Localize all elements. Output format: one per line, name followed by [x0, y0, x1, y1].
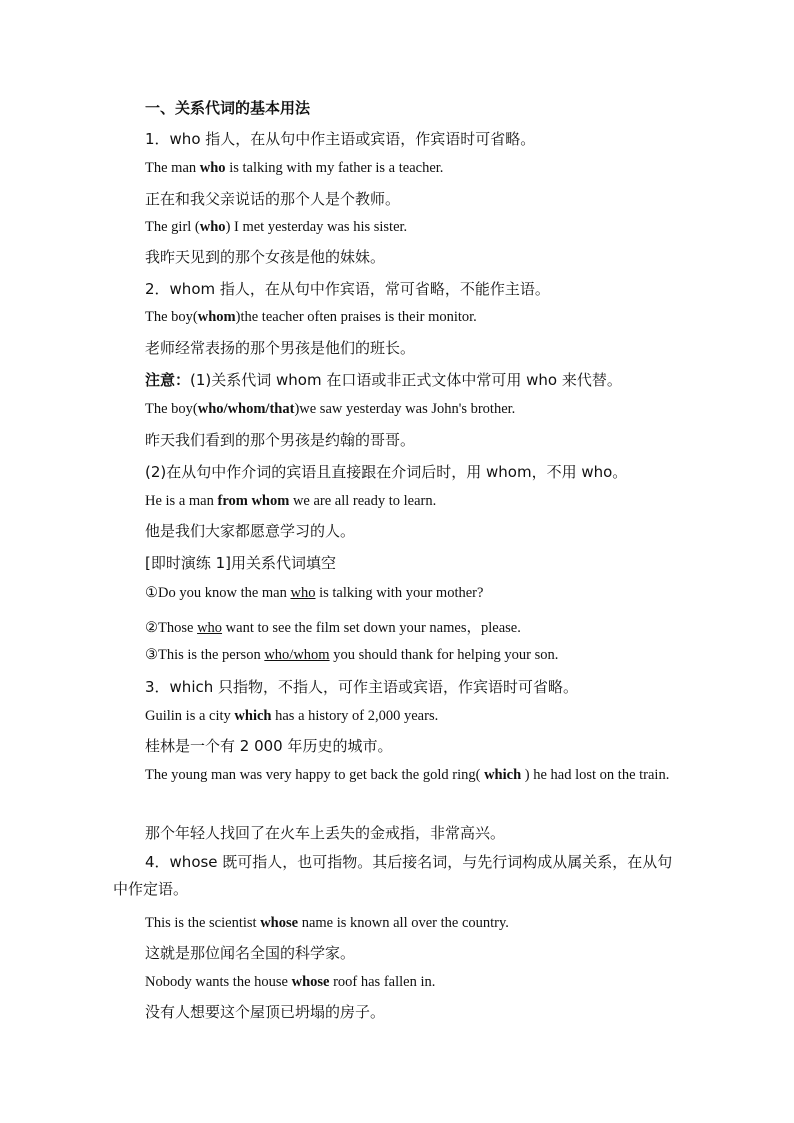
- exercise-text: ③This is the person: [145, 647, 265, 663]
- keyword: from whom: [217, 493, 290, 509]
- example-2: [145, 219, 407, 236]
- note-label: 注意：: [145, 371, 191, 389]
- keyword: who: [199, 160, 226, 176]
- keyword: whom: [197, 309, 236, 325]
- rule-3: 3．which 只指物，不指人，可作主语或宾语，作宾语时可省略。: [145, 678, 579, 696]
- rule-2: 2．whom 指人，在从句中作宾语，常可省略，不能作主语。: [145, 280, 550, 298]
- example-9: [145, 974, 435, 991]
- exercise-text: you should thank for helping your son.: [329, 647, 559, 663]
- example-text: name is known all over the country.: [298, 915, 509, 931]
- example-text: )the teacher often praises is their monitor.: [235, 309, 477, 325]
- translation-5: 他是我们大家都愿意学习的人。: [145, 522, 356, 540]
- keyword: whose: [260, 915, 299, 931]
- example-text: Nobody wants the house: [145, 974, 292, 990]
- translation-6: 桂林是一个有 2 000 年历史的城市。: [145, 737, 393, 755]
- example-text: ) he had lost on the train.: [521, 767, 670, 783]
- example-4: [145, 401, 515, 418]
- translation-2: 我昨天见到的那个女孩是他的妹妹。: [145, 248, 386, 266]
- keyword: whose: [291, 974, 330, 990]
- example-text: )we saw yesterday was John's brother.: [294, 401, 516, 417]
- example-text: The boy(: [145, 309, 198, 325]
- example-text: The young man was very happy to get back the gold ring(: [145, 767, 485, 783]
- example-text: This is the scientist: [145, 915, 261, 931]
- keyword: who/whom/that: [197, 401, 295, 417]
- example-6: [145, 708, 438, 725]
- note-text: (1)关系代词 whom 在口语或非正式文体中常可用 who 来代替。: [190, 371, 622, 389]
- translation-8: 这就是那位闻名全国的科学家。: [145, 944, 356, 962]
- example-5: [145, 493, 436, 510]
- example-text: He is a man: [145, 493, 218, 509]
- section-heading: 一、关系代词的基本用法: [145, 99, 311, 117]
- keyword: which: [234, 708, 272, 724]
- example-text: The girl (: [145, 219, 200, 235]
- example-1: [145, 160, 443, 177]
- exercise-text: ②Those: [145, 620, 198, 636]
- translation-9: 没有人想要这个屋顶已坍塌的房子。: [145, 1003, 386, 1021]
- exercise-text: ①Do you know the man: [145, 585, 291, 601]
- rule-4: 4．whose 既可指人，也可指物。其后接名词，与先行词构成从属关系，在从句中作定语。: [113, 853, 673, 898]
- example-text: roof has fallen in.: [329, 974, 436, 990]
- example-3: [145, 309, 477, 326]
- exercise-text: is talking with your mother?: [315, 585, 484, 601]
- example-text: The boy(: [145, 401, 198, 417]
- example-8: [145, 915, 509, 932]
- translation-7: 那个年轻人找回了在火车上丢失的金戒指，非常高兴。: [145, 824, 506, 842]
- example-text: ) I met yesterday was his sister.: [225, 219, 408, 235]
- note-2: (2)在从句中作介词的宾语且直接跟在介词后时，用 whom，不用 who。: [145, 463, 628, 481]
- exercise-text: want to see the film set down your names，please.: [222, 620, 521, 636]
- note-1: [145, 369, 622, 390]
- translation-4: 昨天我们看到的那个男孩是约翰的哥哥。: [145, 431, 416, 449]
- example-text: we are all ready to learn.: [289, 493, 437, 509]
- example-text: has a history of 2,000 years.: [271, 708, 439, 724]
- translation-1: 正在和我父亲说话的那个人是个教师。: [145, 190, 401, 208]
- exercise-1: [145, 585, 483, 602]
- keyword: which: [484, 767, 522, 783]
- keyword: who: [199, 219, 226, 235]
- example-text: The man: [145, 160, 200, 176]
- exercise-answer: who: [290, 585, 316, 601]
- translation-3: 老师经常表扬的那个男孩是他们的班长。: [145, 339, 416, 357]
- exercise-answer: who/whom: [264, 647, 330, 663]
- rule-1: 1．who 指人，在从句中作主语或宾语，作宾语时可省略。: [145, 130, 536, 148]
- example-text: Guilin is a city: [145, 708, 235, 724]
- exercise-2: [145, 616, 521, 637]
- exercise-answer: who: [197, 620, 223, 636]
- drill-heading: [即时演练 1]用关系代词填空: [145, 554, 337, 572]
- exercise-3: [145, 647, 558, 664]
- example-7: [113, 762, 681, 789]
- example-text: is talking with my father is a teacher.: [225, 160, 444, 176]
